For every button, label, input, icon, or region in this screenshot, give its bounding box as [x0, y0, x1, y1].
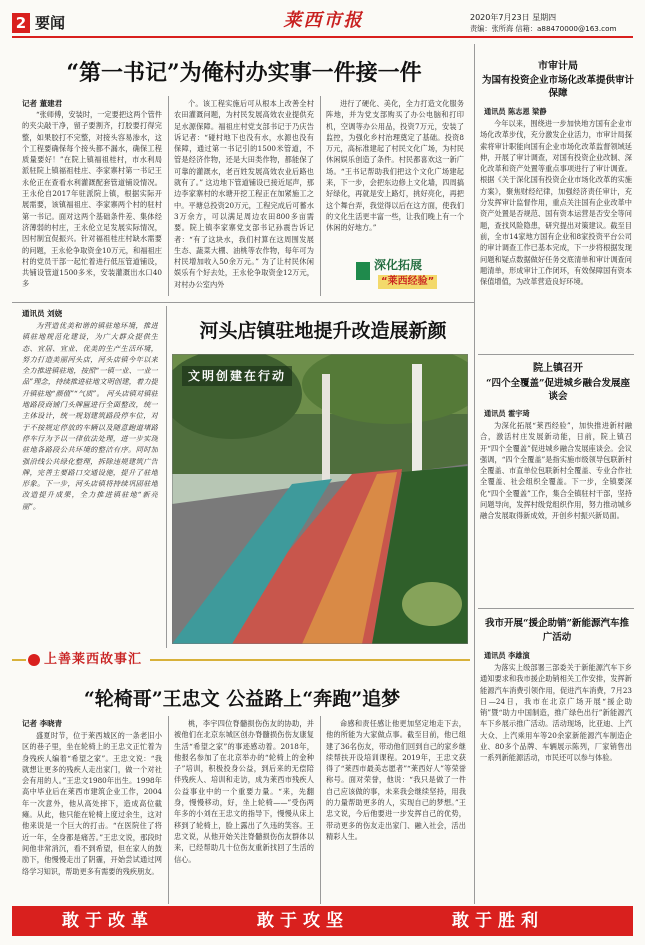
footer-slogan-3: 敢于胜利 [452, 911, 544, 931]
col-divider [166, 306, 167, 648]
article1-byline: 记者 董建君 [22, 99, 63, 108]
feature-banner [12, 650, 470, 670]
commentary-byline: 通讯员 刘娆 [22, 309, 63, 318]
article1-col2: 个。该工程实施后可从根本上改善全村农田灌溉问题，为村民发展高效农业提供充足水源保障。福祖庄村党支部书记于乃庆告诉记者：“碰村地下也没有水，水源也没有保障，通过第一书记引的1500米管道，不管是经济作物，还是大田类作物，都能保了可靠的灌溉水，老百姓发展高效农业后路也就有了。” 这边地下管道铺设已接近尾声，那边李家寨村的水塘开挖工程正在加紧施工之中。平塘总投资20万元，工程完成后可蓄水3万余方，可以满足周边农田800多亩需要。院上镇李家寨党支部书记孙震告诉记者：“有了这块水，我们村算在这周围发展生态、蔬菜大棚、油桃等农作物，每年可为村民增加收入50余万元。” 为了让村民休闲娱乐有个好去处，王永伦争取资金12万元，对村办公室内外 [174, 99, 314, 289]
article2-title: 河头店镇驻地提升改造展新颜 [199, 320, 447, 342]
article1-col3: 进行了硬化、美化，全力打造文化服务阵地，并为党支部购买了办公电脑和打印机，空调等办公用品，投资7万元，安装了监控，为强化乡村治理奠定了基础。投资8万元，高标准建起了村民文化广场，为村民休闲娱乐创造了条件。村民都喜欢这一新广场。“王书记帮助我们把这个文化广场建起来，下一步，会把东边修上文化墙，四周搞好绿化，再就是安上路灯，挑好亮化，再把这个舞台弄，我觉得以后在这方面，使我们的文化生活更丰富一些，让我们晚上有一个休闲的好地方。” [326, 99, 464, 233]
section-name: 要闻 [35, 14, 66, 32]
page-number-box [12, 13, 30, 33]
right-a3-byline: 通讯员 李雄演 [484, 651, 530, 660]
section-divider [12, 302, 474, 303]
tuozhan-title: 深化拓展 [374, 258, 423, 272]
right-a2-byline: 通讯员 霍宇琦 [484, 409, 530, 418]
feature-col2: 桃，李宇四位脊髓损伤伤友的协助，并被他们在北京东城区创办脊髓损伤伤友康复生活“希望之家”的事迹感动着。2018年，他报名参加了在北京举办的“轮椅上的金种子”培训，积极投身公益，到后来的无偿陪伴残疾人、培训和走访，成为莱西市残疾人公益事业中的一个重要力量。“来，先翻身，慢慢移动，好，坐上轮椅——”受伤两年多的小刘在王忠文的指导下，慢慢从床上移到了轮椅上，脸上露出了久违的笑容。王忠文说，从他开始关注脊髓损伤伤友群体以来，已经帮助几十位伤友重新找回了生活的信心。 [174, 719, 314, 864]
page-number: 2 [15, 14, 27, 32]
issue-date: 2020年7月23日 星期四 [470, 13, 557, 22]
right-a3-text: 为落实上级部署三部委关于新能源汽车下乡通知要求和我市援企助销相关工作安排，发挥新能源汽车消费引领作用，促进汽车消费，7月23日—24日，我市在北京广场开展“援企助销”暨“助力中国制造，推广绿色出行”新能源汽车下乡展示推广活动。活动现场，比亚迪、上汽大众、上汽乘用车等20余家新能源汽车制造企业、80多个品牌、车辆展示陈列，厂家销售出一系列新能源活动，市民还可以参与体验。 [480, 663, 632, 763]
feature-col1: 盛夏时节，位于莱西城区的一条老旧小区的巷子里，坐在轮椅上的王忠文正忙着为身残疾人编着“希望之家”。王忠文说：“我就想让更多的残疾人走出家门，做一个对社会有用的人。”王忠文1980年出生。1998年高中毕业后在莱西市建筑企业工作，2004年一次意外，他从高处摔下，造成高位截瘫。从此，他只能在轮椅上度过余生，这对他来说是一个巨大的打击。“在医院住了将近一年，全身都是痛苦。”王忠文说，那段时间他非常消沉，看不到希望，但在家人的鼓励下，他慢慢走出了阴霾，开始尝试通过网络学习知识，帮助更多有需要的残疾朋友。 [22, 731, 162, 876]
right-a1-byline: 通讯员 陈志恩 梁静 [484, 107, 547, 116]
col-divider [320, 96, 321, 296]
right-a2-title-1: 院上镇召开 [533, 363, 583, 374]
article1-col1: “张师傅，安装时，一定要把这两个管件的夹尖敲干净，留子要割齐，打胶要打得完整，如果胶打不完整，对接头容易渗水，这个工程要确保每个接头都不漏水，确保工程质量要好！”在院上镇福祖桂村，市水利局派驻院上镇福祖桂庄、李家寨村第一书记王永伦正在查看水利灌溉配套管道铺设情况。王永伦自2017年驻派院上镇，根据实际开展需要，该镇福祖庄、李家寨两个村的驻村第一书记。面对这两个基础条件差、集体经济薄弱的村庄，王永伦立足发展实际情况，因村制宜促振兴。针对福祖桂庄村缺水需要的问题，王永伦争取资金10万元，和福祖庄村的党员干部一起忙着进行低压管道铺设，共铺设管道1500多米，安装灌溉出水口40多 [22, 110, 162, 289]
feature-byline: 记者 李晓青 [22, 719, 63, 728]
right-a1-title-2: 为国有投资企业市场化改革提供审计保障 [482, 75, 635, 99]
commentary-text: 为营造优美和谐的镇驻地环境，推进镇驻地规范化建设，为广大群众提供生态、宜居、宜业、优美的生产生活环境，努力打造美丽河头店，河头店镇今年以来全力推进镇驻地，按照“一镇一业、一业一品”理念，持续推进驻地文明创建，着力提升镇驻地“颜值”“气质”。 河头店镇对镇驻地路段商铺门头牌匾进行全面整改，统一主体设计，统一规划建筑路段停车位，对于不按规定停放的车辆以及随意跑道堵路停车行为予以一律依法处理，进一步实现驻地各路段公共环境的整洁有序。同时加强沿线公共绿化整理，拆除违规建筑广告牌，完善主要路口交通设施，提升了驻地形象。下一步，河头店镇将持续巩固驻地改造提升成果，全力推进镇驻地“新亮丽”。 [22, 321, 158, 511]
footer-slogan-1: 敢于改革 [62, 911, 154, 931]
feature-col3: 命感和责任感让他更加坚定地走下去，他的所能为大家做点事。截至目前，他已组建了36名伤友，带动他们回到自己的家乡继续帮扶开设培训课程。2019年，王忠文获得了“莱西市最美志愿者”“莱西好人”等荣誉称号。面对荣誉，他说：“我只是做了一件自己应该做的事，未来我会继续坚持，用我的力量帮助更多的人，实现自己的梦想。”王忠文说，今后他要进一步发挥自己的优势，带动更多的伤友走出家门、融入社会，活出精彩人生。 [326, 719, 466, 841]
col-divider [168, 716, 169, 904]
footer-slogan-2: 敢于攻坚 [257, 911, 349, 931]
right-divider [478, 354, 634, 355]
right-a2-text: 为深化拓展“莱西经验”，加快推进新村融合，激活村庄发展新动能，日前，院上镇召开“四个全覆盖”促进城乡融合发展座谈会。会议强调，“四个全覆盖”是指实施市级领导包联新村全覆盖、市直单位包联新村全覆盖、专业合作社全覆盖、社会组织全覆盖。下一步，全镇要深化“四个全覆盖”工作，集合全镇驻村干部，坚持问题导向，发挥村级党组织作用，努力推动城乡融合发展取得新成效，开创乡村振兴新局面。 [480, 421, 632, 521]
banner-emblem [28, 654, 40, 666]
col-divider [168, 96, 169, 296]
feature-title: “轮椅哥”王忠文 公益路上“奔跑”追梦 [83, 688, 401, 710]
col-divider [320, 716, 321, 904]
tuozhan-box [356, 254, 464, 296]
right-divider [478, 608, 634, 609]
article2-photo [172, 354, 468, 644]
photo-caption: 文明创建在行动 [182, 366, 292, 386]
banner-title: 上善莱西故事汇 [26, 650, 150, 670]
header-rule [12, 36, 633, 38]
right-a1-text: 今年以来，围绕进一步加快地方国有企业市场化改革步伐，充分激发企业活力，市审计局探索将审计职能向国有企业市场化改革监督领域延伸，开展了审计调查，对国有投资企业改制、深化改革和资产处置等重点事项进行了审计调查。根据《关于深化国有投资企业市场化改革的实施方案》，聚焦财经纪律，加强经济责任审计，充分发挥审计监督作用，重点关注国有企业改革中资产处置是否规范、国有资本运营是否安全等问题，查找风险隐患，研究提出对策建议。截至目前，全市14家地方国有企业和8家投资平台公司的审计调查工作已基本完成，下一步将根据发现问题和疑点数据做好任务交底清单和审计调查问题清单，形成审计工作闭环，有效保障国有资本保值增值，为改革营造良好环境。 [480, 119, 632, 287]
tuozhan-subtitle: “莱西经验” [378, 275, 437, 289]
editor-line: 责编：张所海 信箱：a88470000@163.com [470, 24, 617, 33]
footer-bar [12, 906, 633, 936]
article1-title: “第一书记”为俺村办实事一件接一件 [66, 60, 422, 86]
col-divider [474, 44, 475, 904]
road-scene-image [172, 354, 468, 644]
right-a2-title-2: “四个全覆盖”促进城乡融合发展座谈会 [486, 378, 630, 402]
tuozhan-mark [356, 262, 370, 280]
right-a3-title: 我市开展“援企助销”新能源汽车推广活动 [485, 618, 629, 643]
right-a1-title-1: 市审计局 [538, 61, 578, 72]
masthead: 莱西市报 [283, 10, 364, 31]
